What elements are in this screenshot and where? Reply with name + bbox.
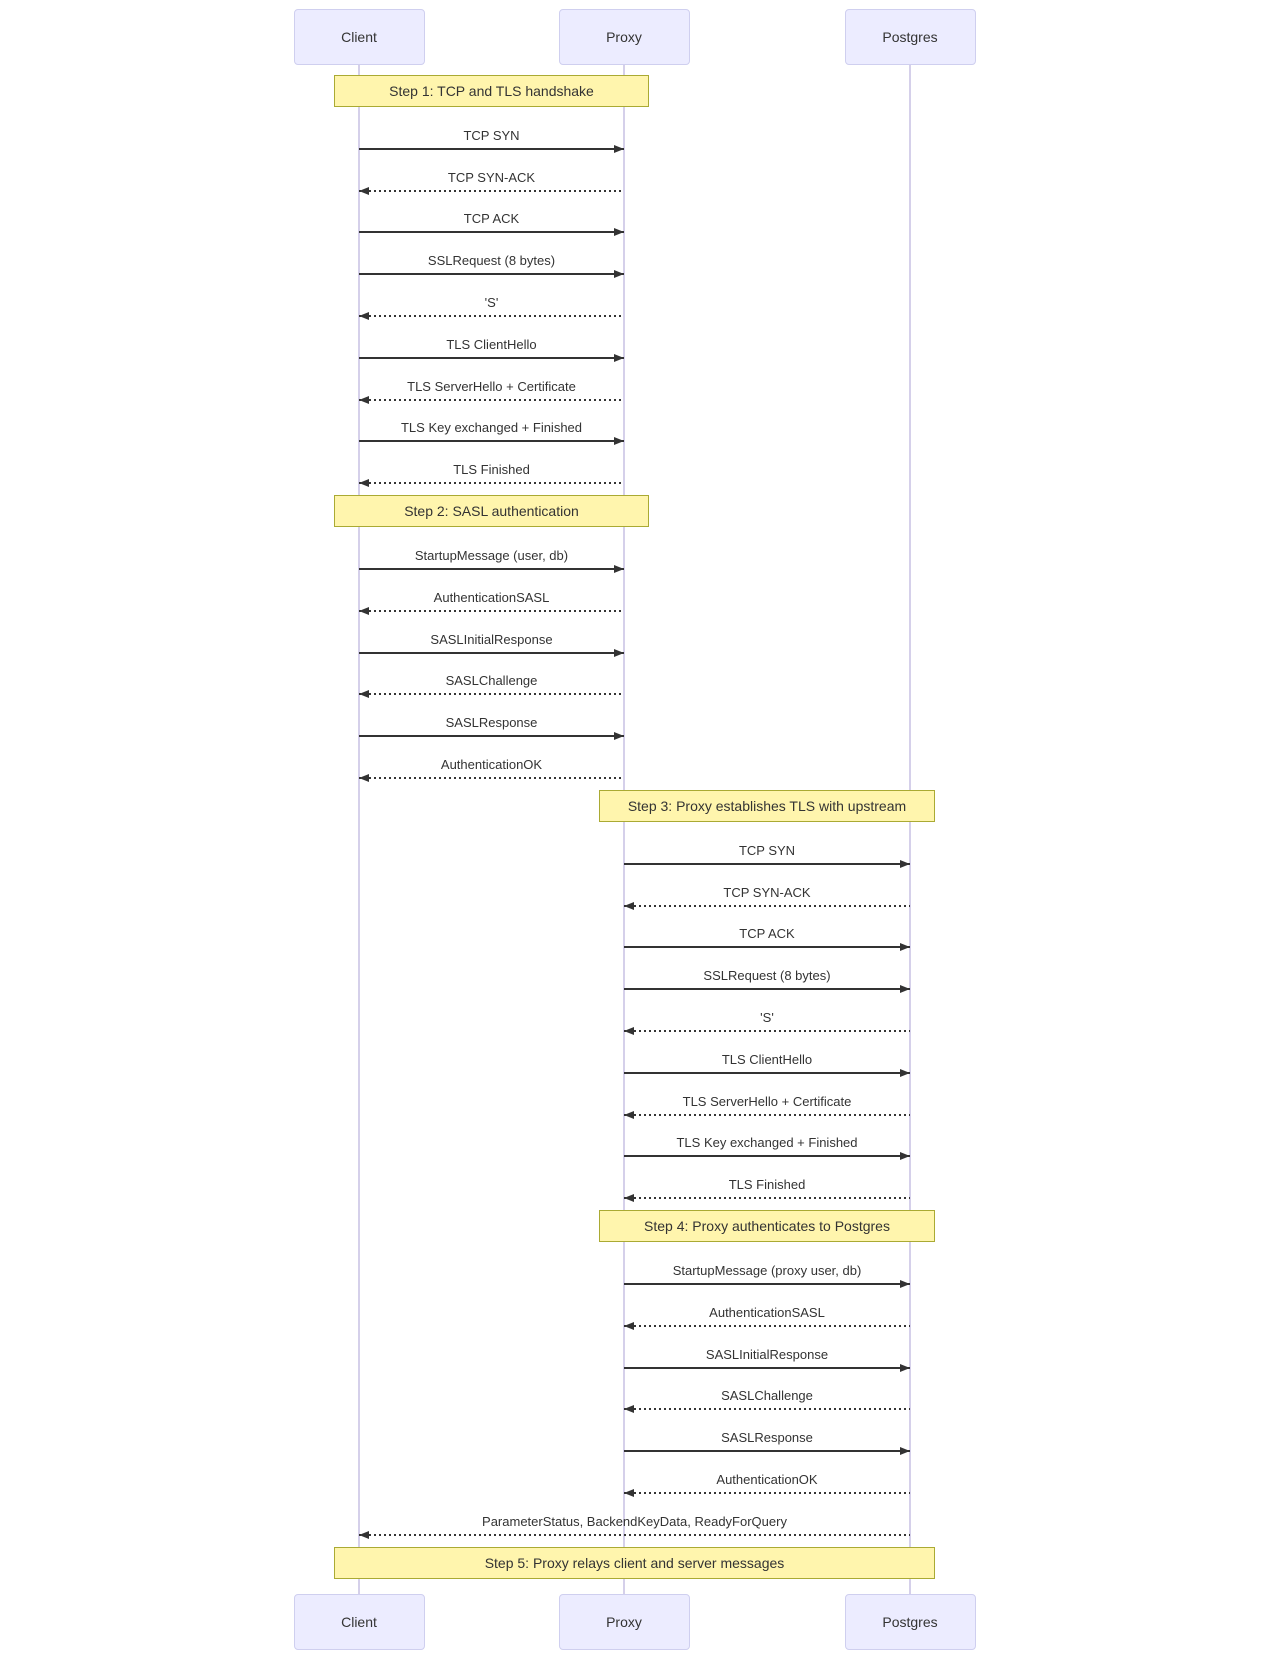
- message-line: [359, 735, 624, 737]
- arrowhead-icon: [359, 690, 369, 698]
- arrowhead-icon: [614, 649, 624, 657]
- actor-postgres-bottom: Postgres: [845, 1594, 976, 1650]
- arrowhead-icon: [624, 902, 634, 910]
- arrowhead-icon: [614, 437, 624, 445]
- arrowhead-icon: [359, 479, 369, 487]
- message-label: TCP SYN-ACK: [723, 884, 811, 900]
- message-label: TCP ACK: [739, 926, 795, 942]
- message-label: ParameterStatus, BackendKeyData, ReadyForQuery: [482, 1513, 787, 1529]
- message-line: [624, 946, 910, 948]
- arrowhead-icon: [359, 312, 369, 320]
- message-line: [624, 1114, 910, 1116]
- message-label: TLS ServerHello + Certificate: [407, 378, 576, 394]
- arrowhead-icon: [624, 1111, 634, 1119]
- message-line: [359, 482, 624, 484]
- message-label: TLS Finished: [453, 462, 530, 478]
- message-label: SSLRequest (8 bytes): [427, 253, 556, 269]
- arrowhead-icon: [900, 860, 910, 868]
- note-step-4: Step 4: Proxy authenticates to Postgres: [599, 1210, 935, 1242]
- message-label: AuthenticationOK: [440, 757, 543, 772]
- message-line: [359, 273, 624, 275]
- arrowhead-icon: [614, 565, 624, 573]
- message-line: [624, 1325, 910, 1327]
- message-line: [359, 693, 624, 695]
- message-label: AuthenticationSASL: [433, 589, 550, 605]
- arrowhead-icon: [900, 1364, 910, 1372]
- arrowhead-icon: [624, 1194, 634, 1202]
- message-line: [359, 190, 624, 192]
- arrowhead-icon: [359, 607, 369, 615]
- actor-proxy-top: Proxy: [559, 9, 690, 65]
- message-label: 'S': [760, 1010, 774, 1025]
- message-line: [359, 610, 624, 612]
- message-line: [624, 863, 910, 865]
- message-label: TLS ClientHello: [721, 1051, 813, 1067]
- arrowhead-icon: [614, 270, 624, 278]
- message-label: TLS Key exchanged + Finished: [400, 420, 583, 436]
- arrowhead-icon: [900, 1447, 910, 1455]
- message-line: [359, 399, 624, 401]
- message-line: [624, 1030, 910, 1032]
- arrowhead-icon: [900, 1152, 910, 1160]
- message-label: SASLResponse: [445, 715, 538, 731]
- message-label: SASLInitialResponse: [430, 631, 553, 647]
- message-line: [359, 315, 624, 317]
- message-line: [359, 148, 624, 150]
- message-line: [624, 905, 910, 907]
- arrowhead-icon: [624, 1322, 634, 1330]
- message-label: SASLChallenge: [445, 673, 538, 689]
- message-line: [359, 652, 624, 654]
- arrowhead-icon: [614, 228, 624, 236]
- arrowhead-icon: [614, 145, 624, 153]
- message-line: [359, 777, 624, 779]
- arrowhead-icon: [359, 1531, 369, 1539]
- note-step-3: Step 3: Proxy establishes TLS with upstream: [599, 790, 935, 822]
- message-line: [359, 568, 624, 570]
- arrowhead-icon: [624, 1405, 634, 1413]
- message-label: TCP SYN: [738, 842, 796, 858]
- message-label: SASLChallenge: [721, 1388, 813, 1404]
- message-label: TCP ACK: [463, 211, 520, 227]
- message-line: [359, 1534, 910, 1536]
- arrowhead-icon: [359, 187, 369, 195]
- message-line: [624, 1408, 910, 1410]
- note-step-1: Step 1: TCP and TLS handshake: [334, 75, 649, 107]
- actor-postgres-top: Postgres: [845, 9, 976, 65]
- message-line: [624, 1072, 910, 1074]
- message-label: SSLRequest (8 bytes): [703, 968, 831, 984]
- message-label: SASLResponse: [721, 1430, 813, 1446]
- message-line: [624, 1367, 910, 1369]
- message-label: AuthenticationOK: [716, 1472, 818, 1487]
- message-label: StartupMessage (proxy user, db): [672, 1263, 862, 1278]
- message-line: [359, 357, 624, 359]
- arrowhead-icon: [900, 1280, 910, 1288]
- arrowhead-icon: [900, 943, 910, 951]
- arrowhead-icon: [900, 1069, 910, 1077]
- message-label: SASLInitialResponse: [705, 1346, 829, 1362]
- message-label: StartupMessage (user, db): [414, 548, 569, 563]
- message-line: [624, 1283, 910, 1285]
- message-label: AuthenticationSASL: [709, 1304, 825, 1320]
- message-label: TLS ServerHello + Certificate: [682, 1093, 852, 1109]
- actor-client-top: Client: [294, 9, 425, 65]
- arrowhead-icon: [624, 1489, 634, 1497]
- message-line: [624, 1197, 910, 1199]
- message-line: [624, 988, 910, 990]
- message-label: TLS ClientHello: [446, 336, 537, 352]
- arrowhead-icon: [359, 774, 369, 782]
- actor-proxy-bottom: Proxy: [559, 1594, 690, 1650]
- arrowhead-icon: [614, 354, 624, 362]
- message-line: [624, 1492, 910, 1494]
- note-step-2: Step 2: SASL authentication: [334, 495, 649, 527]
- arrowhead-icon: [624, 1027, 634, 1035]
- arrowhead-icon: [900, 985, 910, 993]
- message-line: [624, 1450, 910, 1452]
- actor-client-bottom: Client: [294, 1594, 425, 1650]
- message-line: [624, 1155, 910, 1157]
- message-label: TCP SYN-ACK: [447, 169, 536, 185]
- message-line: [359, 231, 624, 233]
- message-label: 'S': [484, 295, 499, 310]
- arrowhead-icon: [359, 396, 369, 404]
- arrowhead-icon: [614, 732, 624, 740]
- message-label: TLS Finished: [728, 1177, 806, 1193]
- message-label: TCP SYN: [463, 127, 520, 143]
- message-label: TLS Key exchanged + Finished: [676, 1135, 858, 1151]
- message-line: [359, 440, 624, 442]
- note-step-5: Step 5: Proxy relays client and server messages: [334, 1547, 935, 1579]
